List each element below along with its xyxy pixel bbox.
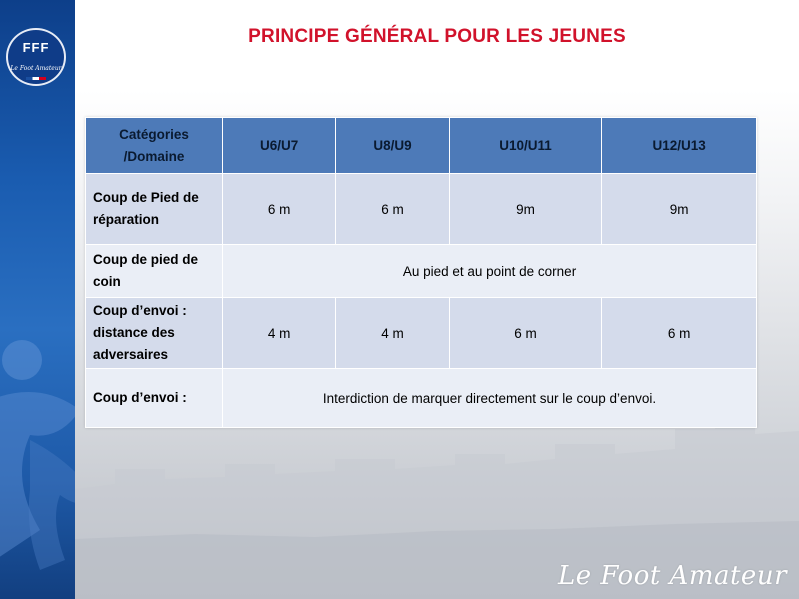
- row-label-line: Coup d’envoi :: [93, 303, 187, 318]
- header-cell-u12-u13: U12/U13: [602, 118, 757, 174]
- table-cell: 6 m: [602, 298, 757, 369]
- row-label-line: distance des: [93, 325, 175, 340]
- table-cell: 6 m: [223, 174, 336, 245]
- player-silhouette-icon: [0, 320, 75, 580]
- row-label-coup-denvoi: [86, 369, 223, 428]
- header-label-line: Catégories: [119, 126, 189, 142]
- table-row: [86, 369, 757, 428]
- table-cell: 9m: [602, 174, 757, 245]
- row-label-line: Coup de Pied de: [93, 190, 199, 205]
- table-row: [86, 245, 757, 298]
- logo-script: Le Foot Amateur: [10, 65, 62, 72]
- logo-letters: FFF: [22, 40, 50, 55]
- merged-cell-envoi-rule: Interdiction de marquer directement sur le coup d’envoi.: [223, 369, 757, 428]
- table-cell: 4 m: [223, 298, 336, 369]
- row-label-line: réparation: [93, 212, 160, 227]
- slide-title: PRINCIPE GÉNÉRAL POUR LES JEUNES: [248, 26, 626, 47]
- row-label-line: coin: [93, 274, 121, 289]
- row-label-coup-de-pied-de-reparation: [86, 174, 223, 245]
- table-header: [86, 118, 757, 174]
- row-label-distance-adversaires: [86, 298, 223, 369]
- merged-cell-corner: Au pied et au point de corner: [223, 245, 757, 298]
- logo-tricolor-stripe: [26, 77, 46, 80]
- table-body: [86, 174, 757, 428]
- header-label-line: /Domaine: [123, 148, 185, 164]
- table-cell: 6 m: [449, 298, 602, 369]
- row-label-coup-de-pied-de-coin: [86, 245, 223, 298]
- table-row: [86, 298, 757, 369]
- header-cell-categories: [86, 118, 223, 174]
- table-cell: 6 m: [336, 174, 449, 245]
- rules-table: [85, 117, 757, 428]
- header-row: [86, 118, 757, 174]
- header-cell-u6-u7: U6/U7: [223, 118, 336, 174]
- row-label-line: Coup de pied de: [93, 252, 199, 267]
- header-cell-u10-u11: U10/U11: [449, 118, 602, 174]
- fff-logo: [6, 28, 66, 86]
- table-cell: 4 m: [336, 298, 449, 369]
- row-label-line: adversaires: [93, 347, 169, 362]
- footer-brand-wordmark: Le Foot Amateur: [558, 561, 787, 591]
- row-label-line: Coup d’envoi :: [93, 390, 187, 405]
- table-row: [86, 174, 757, 245]
- table-cell: 9m: [449, 174, 602, 245]
- header-cell-u8-u9: U8/U9: [336, 118, 449, 174]
- left-sidebar-band: [0, 0, 75, 599]
